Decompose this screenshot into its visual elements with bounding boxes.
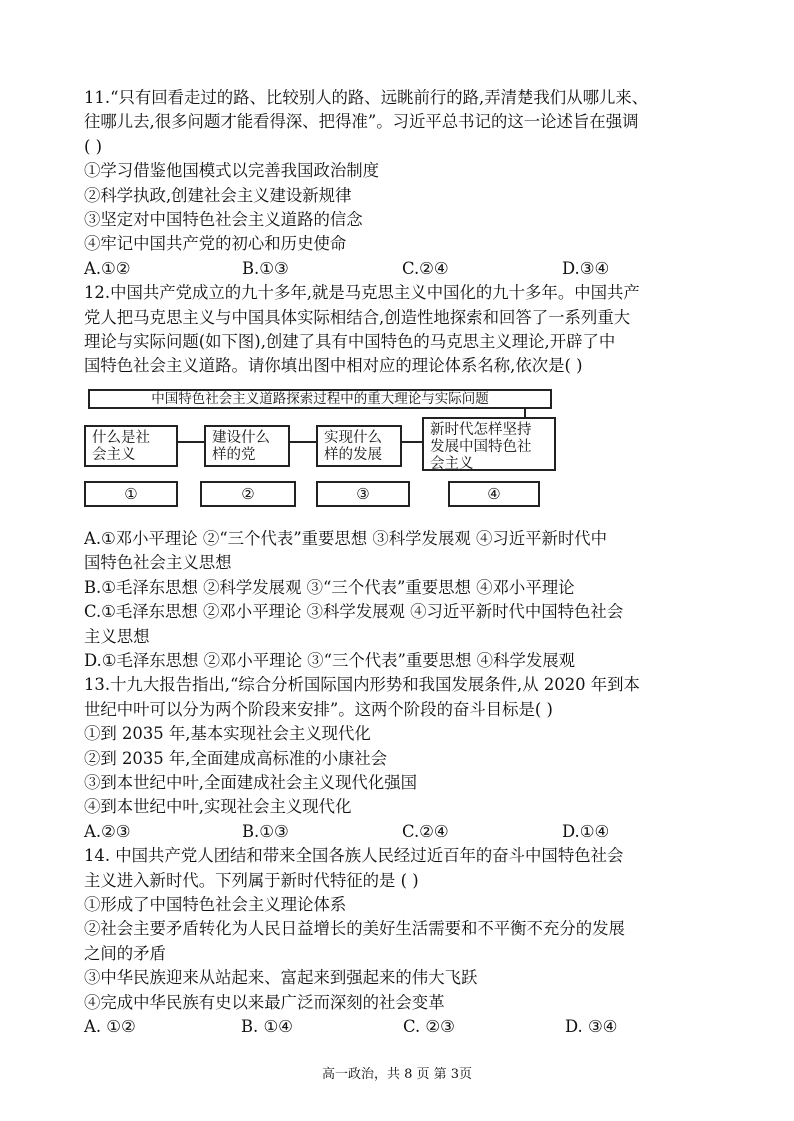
diagram-question-3 xyxy=(316,425,402,467)
question-12-line: 国特色社会主义道路。请你填出图中相对应的理论体系名称,依次是( ) xyxy=(84,356,583,376)
question-12 xyxy=(84,281,716,673)
question-11-statement: ①学习借鉴他国模式以完善我国政治制度 xyxy=(84,161,380,181)
diagram-connector xyxy=(176,441,206,443)
question-13-statement: ①到 2035 年,基本实现社会主义现代化 xyxy=(84,724,371,744)
option-d: D.①④ xyxy=(562,821,610,841)
diagram-answer-1: ① xyxy=(84,481,178,507)
question-14-statement: ④完成中华民族有史以来最广泛而深刻的社会变革 xyxy=(84,992,445,1012)
question-14-statement: ①形成了中国特色社会主义理论体系 xyxy=(84,894,347,914)
option-a: A. ①② xyxy=(84,1017,136,1036)
question-11-options xyxy=(84,257,716,281)
option-b: B.①③ xyxy=(242,821,289,841)
option-c: C. ②③ xyxy=(403,1017,455,1036)
question-14 xyxy=(84,844,716,1039)
diagram-text: 什么是社 xyxy=(92,429,150,446)
question-14-line: 主义进入新时代。下列属于新时代特征的是 ( ) xyxy=(84,870,419,890)
diagram-text: 会主义 xyxy=(92,446,136,463)
option-c: C.②④ xyxy=(402,258,449,278)
option-c: C.②④ xyxy=(402,821,449,841)
question-13-options xyxy=(84,820,716,844)
question-11-statement: ④牢记中国共产党的初心和历史使命 xyxy=(84,234,347,254)
question-13-statement: ④到本世纪中叶,实现社会主义现代化 xyxy=(84,797,352,817)
option-a: A.①② xyxy=(84,258,131,278)
question-13 xyxy=(84,673,716,844)
question-12-option-c-cont: 主义思想 xyxy=(84,626,150,646)
diagram-question-1 xyxy=(84,425,178,467)
question-14-statement-cont: 之间的矛盾 xyxy=(84,943,166,963)
question-12-option-a: A.①邓小平理论 ②“三个代表”重要思想 ③科学发展观 ④习近平新时代中 xyxy=(84,528,608,548)
question-13-statement: ②到 2035 年,全面建成高标准的小康社会 xyxy=(84,748,388,768)
diagram-header: 中国特色社会主义道路探索过程中的重大理论与实际问题 xyxy=(88,389,552,409)
exam-page xyxy=(84,86,716,1039)
question-11-statement: ③坚定对中国特色社会主义道路的信念 xyxy=(84,210,363,230)
diagram-text: 新时代怎样坚持 xyxy=(430,421,532,438)
diagram-text: 建设什么 xyxy=(212,429,270,446)
question-11-line: 往哪儿去,很多问题才能看得深、把得准”。习近平总书记的这一论述旨在强调 xyxy=(84,112,639,132)
option-b: B.①③ xyxy=(242,258,289,278)
question-12-option-a-cont: 国特色社会主义思想 xyxy=(84,553,232,573)
diagram-text: 发展中国特色社 xyxy=(430,438,532,455)
question-14-options xyxy=(84,1015,716,1039)
option-d: D. ③④ xyxy=(565,1017,618,1036)
question-12-line: 理论与实际问题(如下图),创建了具有中国特色的马克思主义理论,开辟了中 xyxy=(84,332,616,352)
diagram-answer-4: ④ xyxy=(448,481,540,507)
diagram-question-2 xyxy=(204,425,290,467)
theory-diagram xyxy=(84,385,716,519)
diagram-question-4 xyxy=(422,417,556,471)
question-14-line: 14. 中国共产党人团结和带来全国各族人民经过近百年的奋斗中国特色社会 xyxy=(84,846,624,866)
question-11-line: 11.“只有回看走过的路、比较别人的路、远眺前行的路,弄清楚我们从哪儿来、 xyxy=(84,88,649,107)
question-12-line: 12.中国共产党成立的九十多年,就是马克思主义中国化的九十多年。中国共产 xyxy=(84,283,640,303)
page-footer: 高一政治，共 8 页 第 3页 xyxy=(321,1067,473,1082)
question-13-line: 13.十九大报告指出,“综合分析国际国内形势和我国发展条件,从 2020 年到本 xyxy=(84,675,640,695)
diagram-text: 实现什么 xyxy=(324,429,382,446)
question-12-option-c: C.①毛泽东思想 ②邓小平理论 ③科学发展观 ④习近平新时代中国特色社会 xyxy=(84,602,624,622)
option-d: D.③④ xyxy=(562,258,610,278)
question-12-line: 党人把马克思主义与中国具体实际相结合,创造性地探索和回答了一系列重大 xyxy=(84,307,631,327)
diagram-connector xyxy=(288,441,318,443)
question-11-statement: ②科学执政,创建社会主义建设新规律 xyxy=(84,185,352,205)
diagram-answer-2: ② xyxy=(200,481,296,507)
question-11 xyxy=(84,86,716,281)
question-13-statement: ③到本世纪中叶,全面建成社会主义现代化强国 xyxy=(84,772,418,792)
question-14-statement: ②社会主要矛盾转化为人民日益增长的美好生活需要和不平衡不充分的发展 xyxy=(84,919,625,939)
question-14-statement: ③中华民族迎来从站起来、富起来到强起来的伟大飞跃 xyxy=(84,968,478,988)
option-b: B. ①④ xyxy=(241,1017,293,1036)
question-13-line: 世纪中叶可以分为两个阶段来安排”。这两个阶段的奋斗目标是( ) xyxy=(84,699,553,719)
diagram-text: 会主义 xyxy=(430,455,474,472)
question-11-line: ( ) xyxy=(84,136,102,156)
question-12-option-b: B.①毛泽东思想 ②科学发展观 ③“三个代表”重要思想 ④邓小平理论 xyxy=(84,577,575,597)
diagram-connector xyxy=(400,441,424,443)
diagram-text: 样的党 xyxy=(212,446,256,463)
question-12-option-d: D.①毛泽东思想 ②邓小平理论 ③“三个代表”重要思想 ④科学发展观 xyxy=(84,650,576,670)
option-a: A.②③ xyxy=(84,821,131,841)
diagram-text: 样的发展 xyxy=(324,446,382,463)
diagram-answer-3: ③ xyxy=(316,481,410,507)
